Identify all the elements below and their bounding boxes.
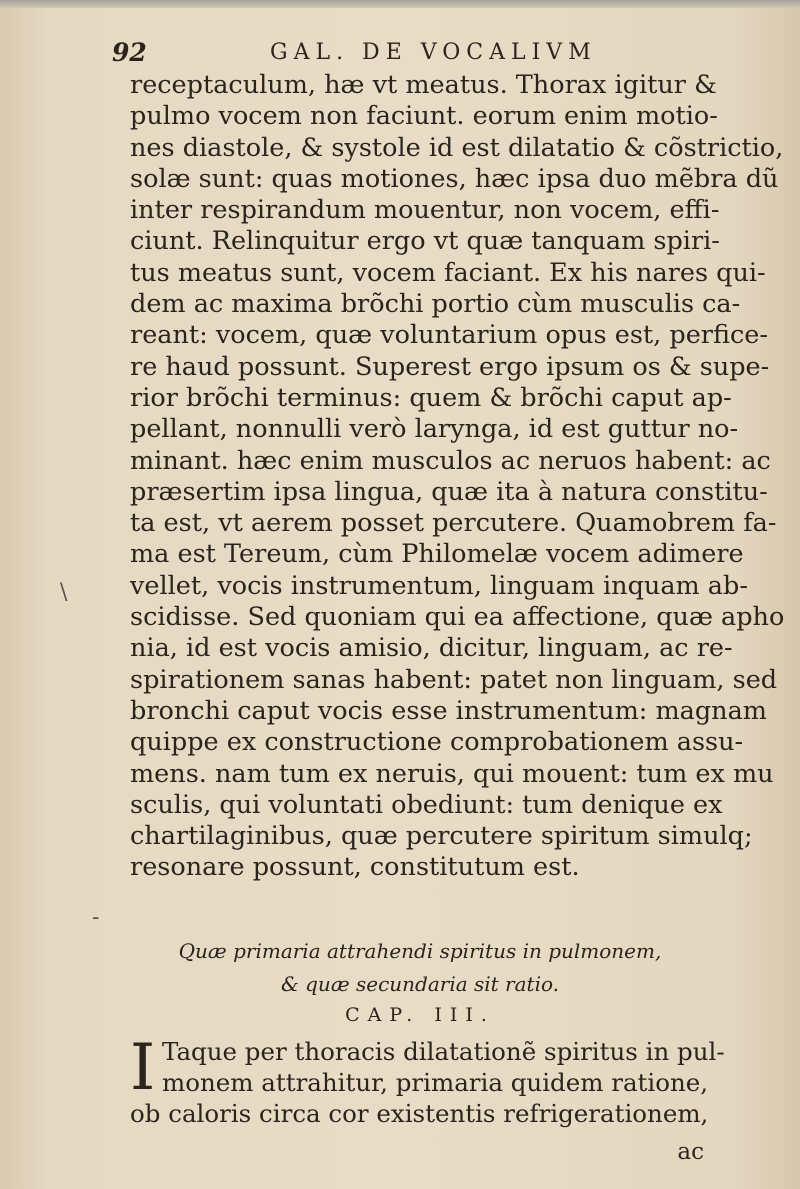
- text-line: inter respirandum mouentur, non vocem, effi-: [130, 195, 720, 226]
- text-line: tus meatus sunt, vocem faciant. Ex his nares qui-: [130, 257, 766, 288]
- text-line: sculis, qui voluntati obediunt: tum denique ex: [130, 789, 723, 820]
- text-line: scidisse. Sed quoniam qui ea affectione, quæ apho: [130, 602, 785, 633]
- text-line: bronchi caput vocis esse instrumentum: magnam: [130, 695, 767, 726]
- text-line: nes diastole, & systole id est dilatatio & cõstrictio,: [130, 132, 784, 163]
- body-text: [130, 70, 785, 884]
- text-line: reant: vocem, quæ voluntarium opus est, perfice-: [130, 320, 768, 351]
- subheading-line: Quæ primaria attrahendi spiritus in pulmonem,: [178, 939, 662, 963]
- text-line: resonare possunt, constitutum est.: [130, 852, 580, 883]
- text-line: ma est Tereum, cùm Philomelæ vocem adimere: [130, 539, 744, 570]
- text-line: rior brõchi terminus: quem & brõchi caput ap-: [130, 382, 732, 413]
- margin-mark-icon: \: [60, 580, 68, 605]
- chapter-text: [130, 1031, 725, 1129]
- text-line: præsertim ipsa lingua, quæ ita à natura constitu-: [130, 476, 768, 507]
- text-line: Taque per thoracis dilatationẽ spiritus in pul-: [162, 1037, 725, 1066]
- text-line: vellet, vocis instrumentum, linguam inquam ab-: [130, 570, 748, 601]
- margin-dash-icon: -: [92, 905, 100, 930]
- text-line: chartilaginibus, quæ percutere spiritum simulq;: [130, 821, 753, 852]
- text-line: ta est, vt aerem posset percutere. Quamobrem fa-: [130, 508, 777, 539]
- text-line: nia, id est vocis amisio, dicitur, linguam, ac re-: [130, 633, 733, 664]
- text-line: receptaculum, hæ vt meatus. Thorax igitur &: [130, 70, 717, 100]
- text-line: minant. hæc enim musculos ac neruos habent: ac: [130, 445, 771, 476]
- text-line: ciunt. Relinquitur ergo vt quæ tanquam spiri-: [130, 226, 720, 257]
- text-line: spirationem sanas habent: patet non linguam, sed: [130, 664, 778, 695]
- text-line: quippe ex constructione comprobationem assu-: [130, 727, 744, 758]
- text-line: pellant, nonnulli verò larynga, id est guttur no-: [130, 414, 739, 445]
- page-number: 92: [112, 38, 147, 67]
- text-line: monem attrahitur, primaria quidem ratione,: [162, 1068, 709, 1097]
- text-line: mens. nam tum ex neruis, qui mouent: tum ex mu: [130, 758, 774, 789]
- text-line: pulmo vocem non faciunt. eorum enim motio-: [130, 101, 718, 132]
- subheading-line: & quæ secundaria sit ratio.: [280, 972, 560, 996]
- section-subheading: [130, 935, 710, 1001]
- catchword: ac: [677, 1139, 704, 1165]
- drop-capital: I: [130, 1031, 156, 1105]
- text-line: solæ sunt: quas motiones, hæc ipsa duo mẽbra dũ: [130, 163, 779, 194]
- chapter-label: CAP. III.: [345, 1004, 495, 1026]
- page-header: [112, 38, 712, 72]
- text-line: ob caloris circa cor existentis refrigerationem,: [130, 1099, 709, 1128]
- text-line: re haud possunt. Superest ergo ipsum os & supe-: [130, 351, 770, 382]
- page-top-edge: [0, 0, 800, 8]
- running-head: GAL. DE VOCALIVM: [270, 40, 597, 65]
- text-line: dem ac maxima brõchi portio cùm musculis ca-: [130, 289, 741, 320]
